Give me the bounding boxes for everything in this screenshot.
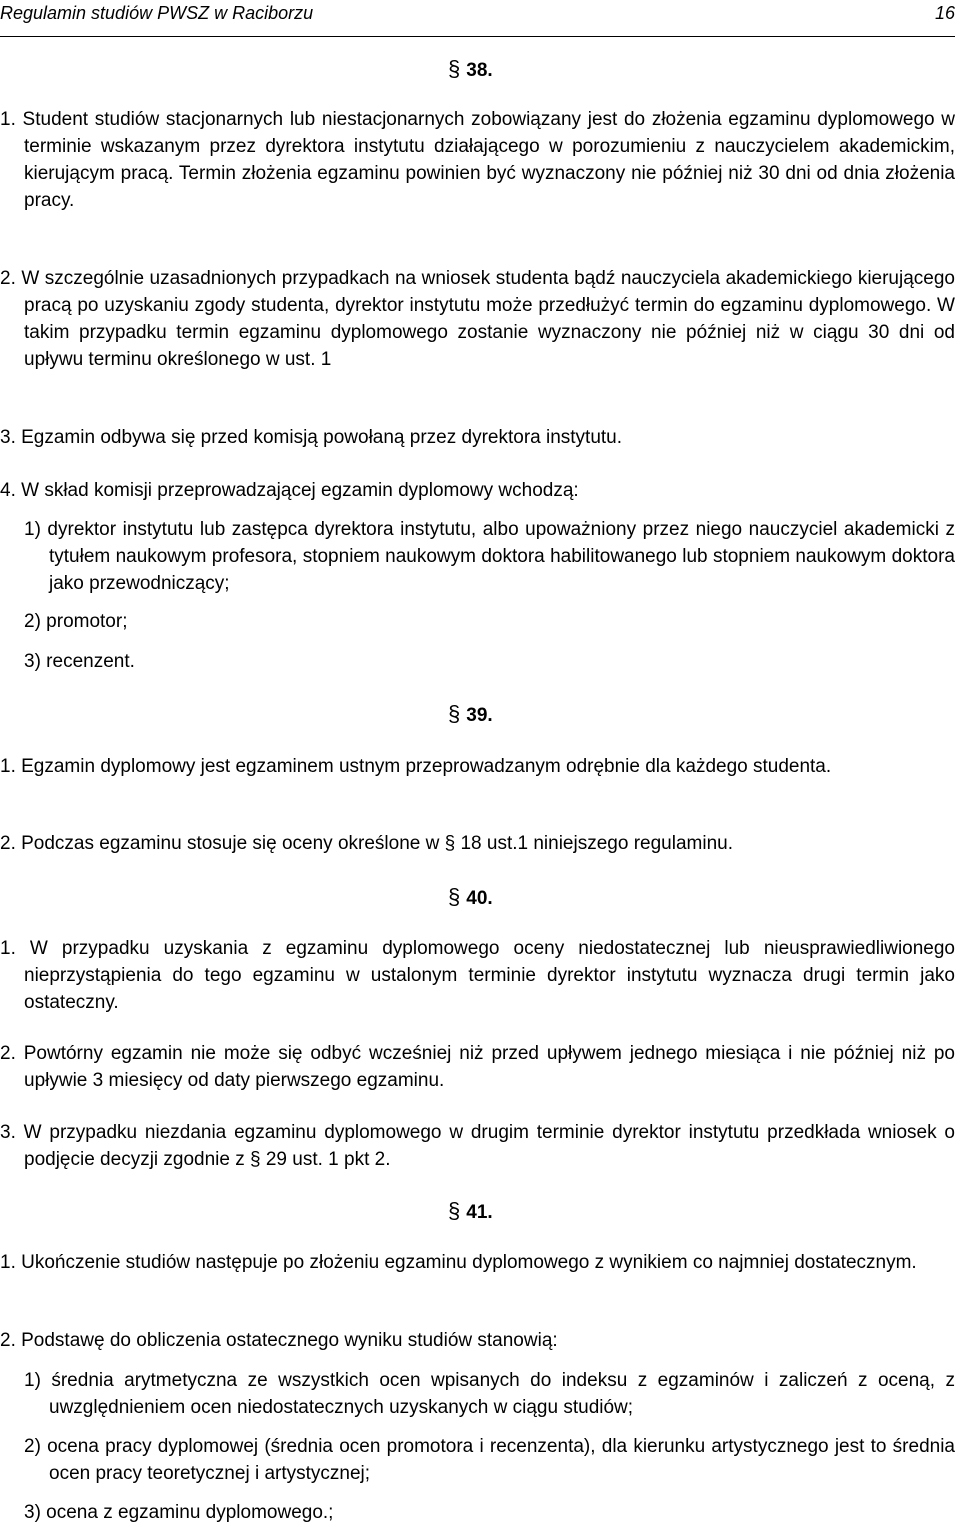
- section-38-item-3: 3) recenzent.: [24, 651, 135, 672]
- section-41-item-1: 1) średnia arytmetyczna ze wszystkich ocen wpisanych do indeksu z egzaminów i zaliczeń z oceną, z uwzględnieniem ocen niedostatecznych uzyskanych w ciągu studiów;: [24, 1370, 955, 1418]
- section-41-item-2: 2) ocena pracy dyplomowej (średnia ocen promotora i recenzenta), dla kierunku artystycznego jest to średnia ocen pracy teoretycznej i artystycznej;: [24, 1436, 955, 1484]
- section-39-paragraph-2: 2. Podczas egzaminu stosuje się oceny określone w § 18 ust.1 niniejszego regulaminu.: [0, 833, 733, 854]
- section-41-paragraph-1: 1. Ukończenie studiów następuje po złożeniu egzaminu dyplomowego z wynikiem co najmniej dostatecznym.: [0, 1252, 917, 1273]
- section-39-paragraph-1: 1. Egzamin dyplomowy jest egzaminem ustnym przeprowadzanym odrębnie dla każdego studenta.: [0, 756, 832, 777]
- section-number: 38.: [466, 60, 493, 81]
- section-40-paragraph-2: 2. Powtórny egzamin nie może się odbyć wcześniej niż przed upływem jednego miesiąca i nie później niż po upływie 3 miesięcy od daty pierwszego egzaminu.: [0, 1043, 955, 1091]
- page-header: [0, 0, 955, 37]
- section-heading-41: [448, 1198, 493, 1224]
- section-heading-38: [448, 56, 493, 82]
- section-number: 41.: [466, 1202, 493, 1223]
- section-heading-39: [448, 701, 493, 727]
- section-38-item-2: 2) promotor;: [24, 611, 128, 632]
- section-38-paragraph-1: 1. Student studiów stacjonarnych lub niestacjonarnych zobowiązany jest do złożenia egzaminu dyplomowego w terminie wskazanym przez dyrektora instytutu działającego w porozumieniu z nauczycielem akademickim, kierującym pracą. Termin złożenia egzaminu powinien być wyznaczony nie później niż 30 dni od dnia złożenia pracy.: [0, 109, 955, 211]
- section-number: 40.: [466, 888, 493, 909]
- section-40-paragraph-1: 1. W przypadku uzyskania z egzaminu dyplomowego oceny niedostatecznej lub nieusprawiedliwionego nieprzystąpienia do tego egzaminu w ustalonym terminie dyrektor instytutu wyznacza drugi termin jako ostateczny.: [0, 938, 955, 1013]
- section-40-paragraph-3: 3. W przypadku niezdania egzaminu dyplomowego w drugim terminie dyrektor instytutu przedkłada wniosek o podjęcie decyzji zgodnie z § 29 ust. 1 pkt 2.: [0, 1122, 955, 1170]
- page-number: 16: [934, 3, 955, 23]
- section-38-item-1: 1) dyrektor instytutu lub zastępca dyrektora instytutu, albo upoważniony przez niego nauczyciel akademicki z tytułem naukowym profesora, stopniem naukowym doktora habilitowanego lub stopniem naukowym doktora jako przewodniczący;: [24, 519, 955, 594]
- section-38-paragraph-2: 2. W szczególnie uzasadnionych przypadkach na wniosek studenta bądź nauczyciela akademickiego kierującego pracą po uzyskaniu zgody studenta, dyrektor instytutu może przedłużyć termin do egzaminu dyplomowego. W takim przypadku termin egzaminu dyplomowego zostanie wyznaczony nie później niż w ciągu 30 dni od upływu terminu określonego w ust. 1: [0, 268, 955, 370]
- section-symbol: §: [448, 701, 461, 726]
- section-symbol: §: [448, 1198, 461, 1223]
- section-41-item-3: 3) ocena z egzaminu dyplomowego.;: [24, 1502, 334, 1523]
- section-38-paragraph-3: 3. Egzamin odbywa się przed komisją powołaną przez dyrektora instytutu.: [0, 427, 623, 448]
- section-number: 39.: [466, 705, 493, 726]
- section-symbol: §: [448, 56, 461, 81]
- section-heading-40: [448, 884, 493, 910]
- section-38-paragraph-4: 4. W skład komisji przeprowadzającej egzamin dyplomowy wchodzą:: [0, 480, 579, 501]
- section-symbol: §: [448, 884, 461, 909]
- section-41-paragraph-2: 2. Podstawę do obliczenia ostatecznego wyniku studiów stanowią:: [0, 1330, 558, 1351]
- header-title: Regulamin studiów PWSZ w Raciborzu: [0, 3, 314, 23]
